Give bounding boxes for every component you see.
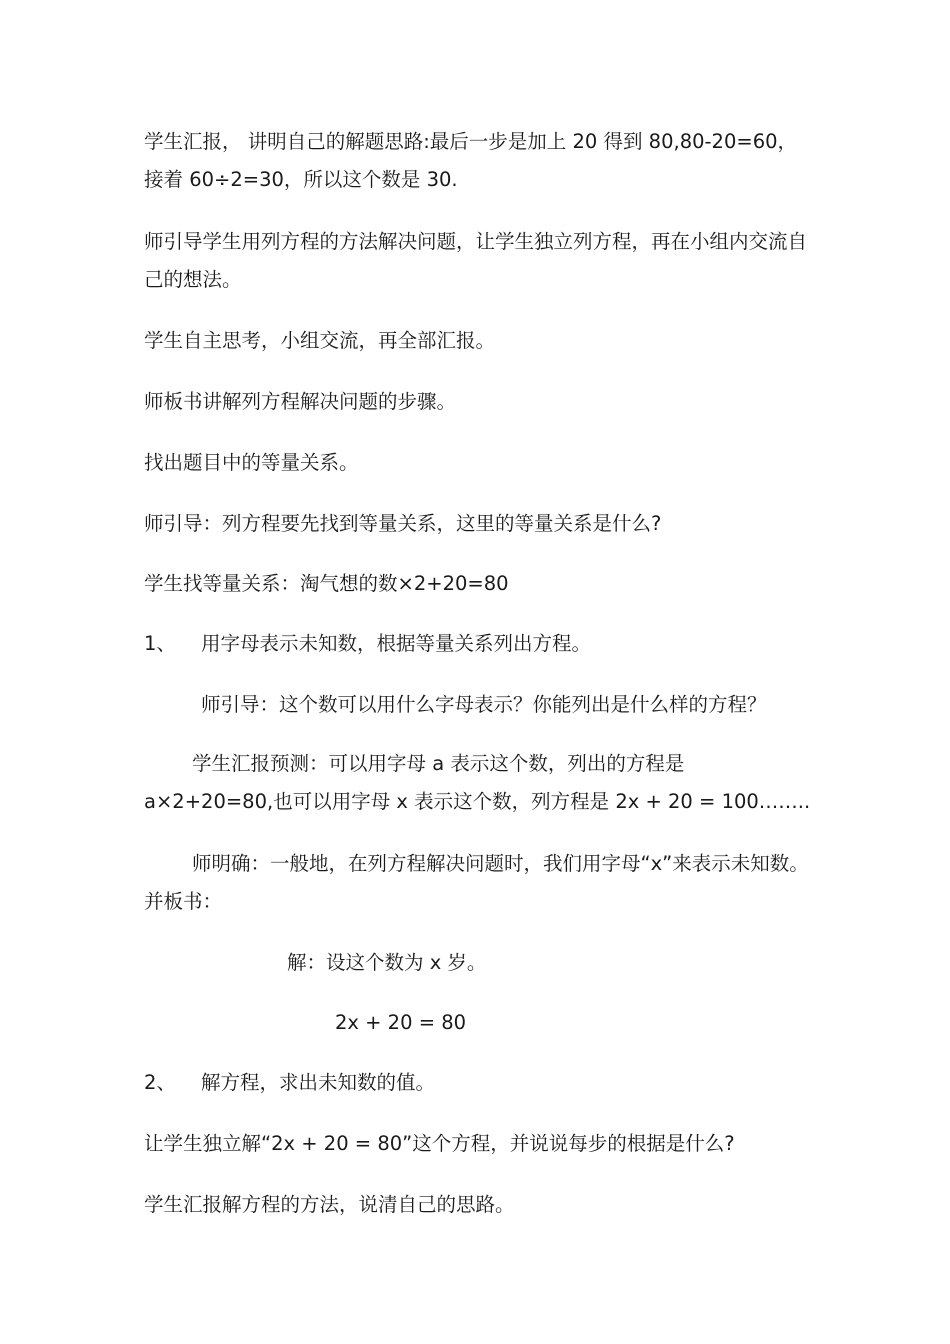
paragraph-teacher-clarifies: 师明确：一般地，在列方程解决问题时，我们用字母“x”来表示未知数。并板书： <box>144 852 809 913</box>
list-number: 1、 <box>144 632 176 655</box>
list-text: 用字母表示未知数，根据等量关系列出方程。 <box>201 632 592 655</box>
paragraph-student-relation: 学生找等量关系：淘气想的数×2+20=80 <box>144 572 509 595</box>
list-item-1 <box>144 625 591 663</box>
paragraph-group-discussion: 学生自主思考，小组交流，再全部汇报。 <box>144 329 496 352</box>
paragraph-board-steps: 师板书讲解列方程解决问题的步骤。 <box>144 390 457 413</box>
list-item-2 <box>144 1064 435 1102</box>
paragraph-student-solution-report: 学生汇报解方程的方法，说清自己的思路。 <box>144 1193 515 1216</box>
paragraph-teacher-question: 师引导：列方程要先找到等量关系，这里的等量关系是什么? <box>144 512 662 535</box>
paragraph-student-report: 学生汇报， 讲明自己的解题思路:最后一步是加上 20 得到 80,80-20=60，接着 60÷2=30，所以这个数是 30. <box>144 130 798 191</box>
paragraph-teacher-guides-equation: 师引导学生用列方程的方法解决问题，让学生独立列方程，再在小组内交流自己的想法。 <box>144 230 808 291</box>
list-text: 解方程，求出未知数的值。 <box>201 1071 436 1094</box>
equation-line: 2x + 20 = 80 <box>335 1011 467 1034</box>
paragraph-solution-setup: 解：设这个数为 x 岁。 <box>287 951 487 974</box>
paragraph-student-prediction: 学生汇报预测：可以用字母 a 表示这个数，列出的方程是 a×2+20=80,也可以用字母 x 表示这个数，列方程是 2x + 20 = 100…….. <box>144 752 811 813</box>
paragraph-teacher-letter-question: 师引导：这个数可以用什么字母表示？你能列出是什么样的方程？ <box>201 693 767 716</box>
list-number: 2、 <box>144 1071 176 1094</box>
paragraph-solve-independently: 让学生独立解“2x + 20 = 80”这个方程，并说说每步的根据是什么? <box>144 1132 735 1155</box>
paragraph-find-relation: 找出题目中的等量关系。 <box>144 451 359 474</box>
